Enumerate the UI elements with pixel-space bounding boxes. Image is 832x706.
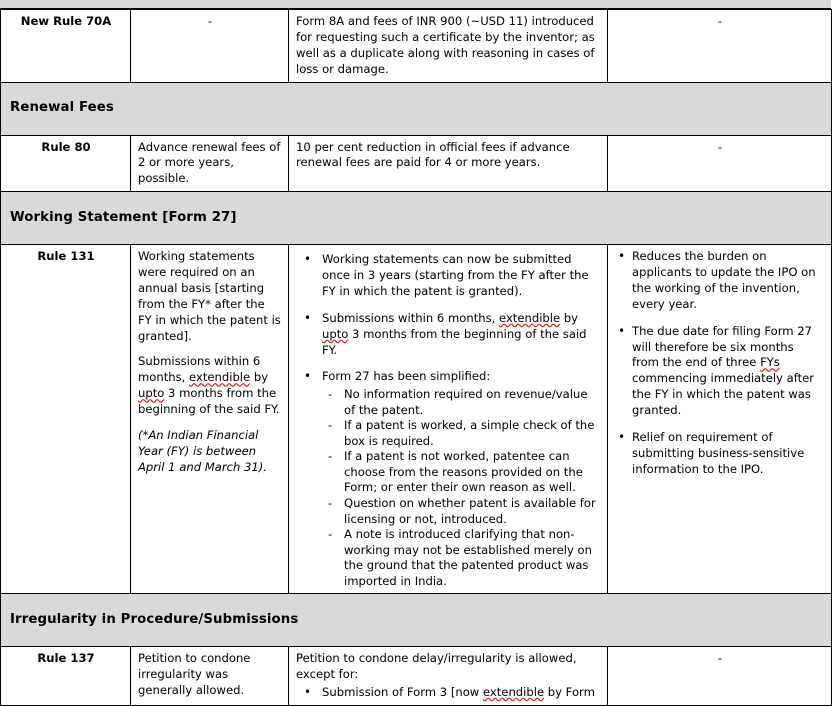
table-row — [1, 10, 832, 83]
new-provision-cell: Form 8A and fees of INR 900 (~USD 11) introduced for requesting such a certificate by the inventor; as well as a duplicate along with reasoning in cases of loss or damage. — [289, 10, 608, 83]
list-item-text: Relief on requirement of submitting business-sensitive information to the IPO. — [632, 429, 805, 476]
sub-list-item — [322, 449, 601, 496]
impact-cell — [608, 245, 832, 594]
table-row — [1, 647, 832, 706]
bullet-icon: • — [304, 369, 312, 384]
earlier-provision-cell: Petition to condone irregularity was generally allowed. — [131, 647, 289, 706]
section-header-row-renewal-fees — [1, 82, 832, 135]
footnote-text: (*An Indian Financial Year (FY) is between April 1 and March 31). — [138, 427, 267, 474]
spellcheck-word: upto — [322, 326, 349, 341]
paragraph: Petition to condone delay/irregularity is allowed, except for: — [296, 651, 577, 682]
sub-list-item-text: No information required on revenue/value of the patent. — [344, 387, 588, 417]
list-item-text: Reduces the burden on applicants to update the IPO on the working of the invention, every year. — [632, 249, 816, 311]
dash-icon: - — [328, 495, 333, 510]
section-header-row-working-statement — [1, 192, 832, 245]
earlier-provision-cell: Advance renewal fees of 2 or more years, possible. — [131, 135, 289, 192]
section-header-row-irregularity — [1, 594, 832, 647]
list-item — [618, 324, 823, 419]
bullet-icon: • — [618, 249, 626, 264]
sub-bullet-list — [322, 387, 601, 589]
dash-icon: - — [328, 449, 333, 464]
sub-list-item — [322, 418, 601, 449]
sub-list-item-text: A note is introduced clarifying that non-working may not be established merely on the ground that the patented product was imported in India. — [344, 527, 592, 588]
new-provision-cell: 10 per cent reduction in official fees if advance renewal fees are paid for 4 or more years. — [289, 135, 608, 192]
sub-list-item-text: If a patent is not worked, patentee can choose from the reasons provided on the Form; or enter their own reason as well. — [344, 449, 583, 495]
text-fragment: 3 months from the beginning of the said FY. — [322, 326, 587, 357]
new-provision-cell — [289, 647, 608, 706]
sub-list-item — [322, 387, 601, 418]
list-item — [296, 685, 601, 701]
text-fragment: 3 months from the beginning of the said FY. — [138, 386, 280, 416]
bullet-icon: • — [304, 252, 312, 267]
list-item — [296, 369, 601, 589]
bullet-list — [618, 249, 823, 477]
dash-icon: - — [328, 418, 333, 433]
dash-icon: - — [328, 387, 333, 402]
sub-list-item — [322, 496, 601, 527]
sub-list-item-text: If a patent is worked, a simple check of the box is required. — [344, 418, 595, 448]
earlier-provision-cell — [131, 245, 289, 594]
text-fragment: Submissions within 6 months, — [322, 310, 500, 325]
list-item — [296, 252, 601, 300]
top-cutoff-section-band — [0, 0, 831, 9]
list-item-text — [322, 685, 595, 699]
bullet-icon: • — [304, 310, 312, 325]
section-header-title: Working Statement [Form 27] — [1, 192, 832, 245]
impact-cell: - — [608, 10, 832, 83]
spellcheck-word: upto — [138, 386, 165, 401]
spellcheck-word: extendible — [499, 310, 561, 325]
bullet-icon: • — [304, 684, 312, 699]
rule-label-cell: Rule 131 — [1, 245, 131, 594]
rules-comparison-table — [0, 9, 832, 706]
sub-list-item — [322, 527, 601, 589]
list-item-text — [632, 324, 814, 417]
rule-label-cell: New Rule 70A — [1, 10, 131, 83]
list-item — [618, 249, 823, 313]
impact-cell: - — [608, 647, 832, 706]
bullet-list — [296, 685, 601, 701]
list-item-text: Working statements can now be submitted once in 3 years (starting from the FY after the FY in which the patent is granted). — [322, 252, 589, 298]
text-fragment: Submission of Form 3 [now — [322, 684, 483, 699]
list-item-text — [322, 311, 587, 357]
text-fragment: commencing immediately after the FY in which the patent was granted. — [632, 371, 815, 417]
bullet-icon: • — [618, 323, 626, 338]
table-row — [1, 245, 832, 594]
text-fragment: Submissions within 6 months, — [138, 354, 261, 385]
text-fragment: by — [560, 310, 579, 325]
list-item — [296, 311, 601, 359]
spellcheck-word: FYs — [760, 355, 780, 370]
section-header-title: Renewal Fees — [1, 82, 832, 135]
rule-label-cell: Rule 80 — [1, 135, 131, 192]
rule-label-cell: Rule 137 — [1, 647, 131, 706]
spellcheck-word: extendible — [482, 684, 545, 699]
bullet-icon: • — [618, 429, 626, 444]
table-row — [1, 135, 832, 192]
section-header-title: Irregularity in Procedure/Submissions — [1, 594, 832, 647]
text-fragment: The due date for filing Form 27 will therefore be six months from the end of three — [632, 323, 813, 370]
paragraph — [138, 354, 282, 418]
paragraph: Working statements were required on an annual basis [starting from the FY* after the FY in which the patent is granted]. — [138, 249, 281, 343]
dash-icon: - — [328, 527, 333, 542]
spellcheck-word: extendible — [189, 370, 251, 385]
earlier-provision-cell: - — [131, 10, 289, 83]
list-item-text: Form 27 has been simplified: — [322, 369, 491, 384]
bullet-list — [296, 252, 601, 589]
text-fragment: by — [250, 370, 269, 385]
list-item — [618, 430, 823, 478]
new-provision-cell — [289, 245, 608, 594]
impact-cell: - — [608, 135, 832, 192]
text-fragment: by Form — [544, 684, 595, 699]
sub-list-item-text: Question on whether patent is available for licensing or not, introduced. — [344, 495, 596, 526]
